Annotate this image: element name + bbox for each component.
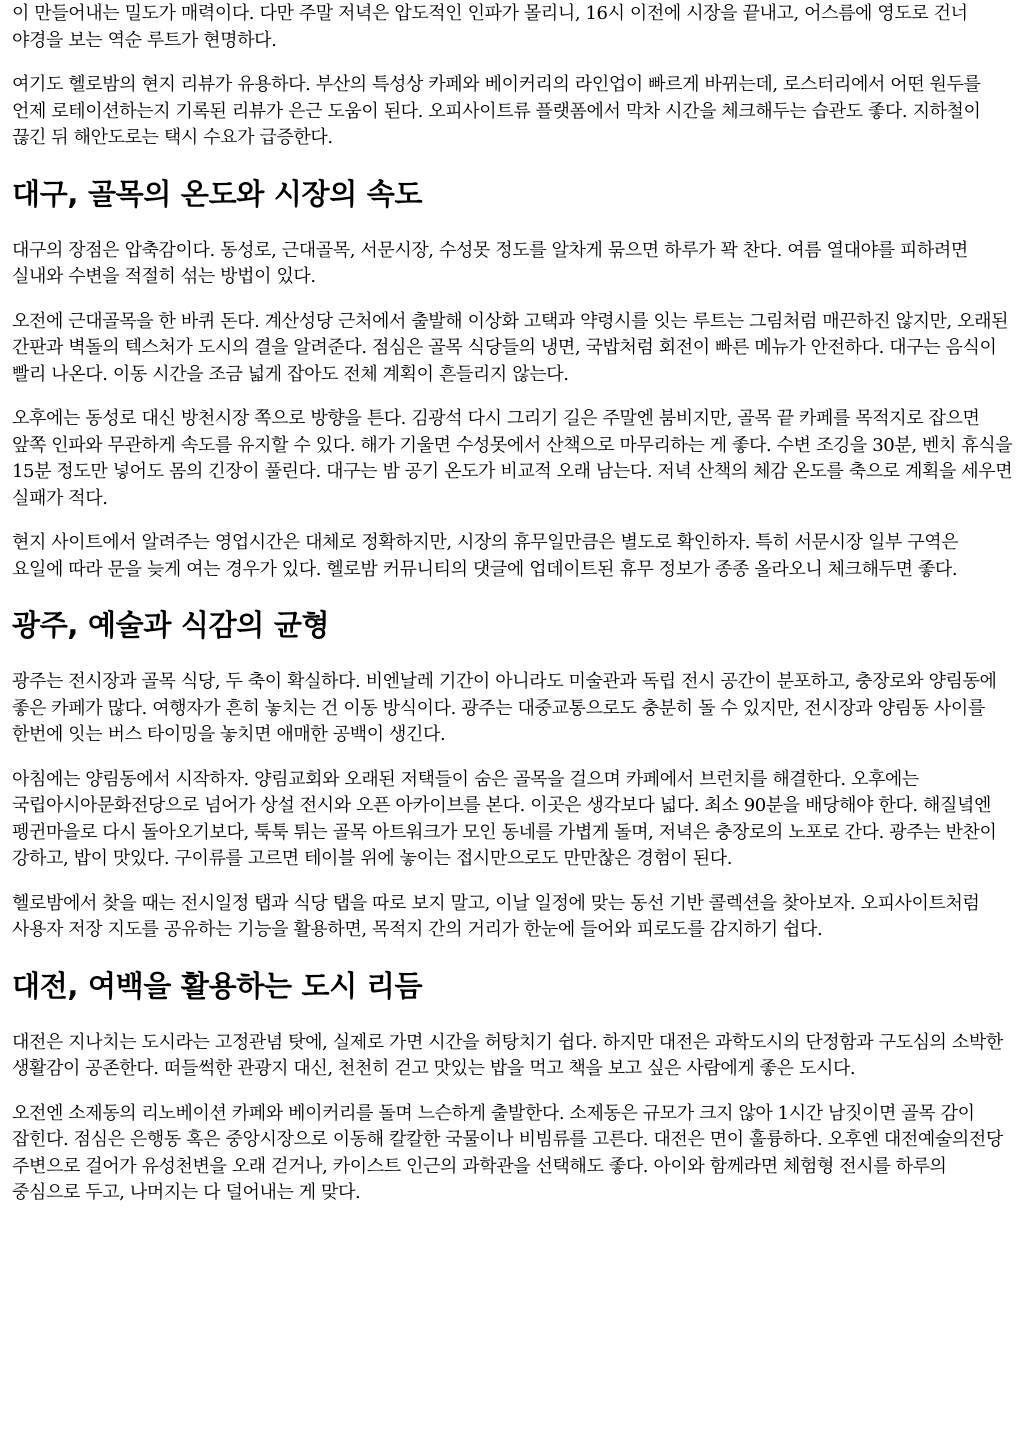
body-paragraph: 대전은 지나치는 도시라는 고정관념 탓에, 실제로 가면 시간을 허탕치기 쉽다. 하지만 대전은 과학도시의 단정함과 구도심의 소박한 생활감이 공존한다. 떠들썩한 관광지 대신, 천천히 걷고 맛있는 밥을 먹고 책을 보고 싶은 사람에게 좋은 도시다. [12, 1031, 1003, 1079]
body-paragraph: 오전엔 소제동의 리노베이션 카페와 베이커리를 돌며 느슨하게 출발한다. 소제동은 규모가 크지 않아 1시간 남짓이면 골목 감이 잡힌다. 점심은 은행동 혹은 중앙시장으로 이동해 칼칼한 국물이나 비빔류를 고른다. 대전은 면이 훌륭하다. 오후엔 대전예술의전당 주변으로 걸어가 유성천변을 오래 걷거나, 카이스트 인근의 과학관을 선택해도 좋다. 아이와 함께라면 체험형 전시를 하루의 중심으로 두고, 나머지는 다 덜어내는 게 맞다. [12, 1102, 1003, 1203]
body-paragraph: 이 만들어내는 밀도가 매력이다. 다만 주말 저녁은 압도적인 인파가 몰리니, 16시 이전에 시장을 끝내고, 어스름에 영도로 건너 야경을 보는 역순 루트가 현명하다. [12, 3, 968, 51]
daejeon-section [12, 968, 1013, 1207]
body-paragraph: 오전에 근대골목을 한 바퀴 돈다. 계산성당 근처에서 출발해 이상화 고택과 약령시를 잇는 루트는 그림처럼 매끈하진 않지만, 오래된 간판과 벽돌의 텍스처가 도시의 결을 알려준다. 점심은 골목 식당들의 냉면, 국밥처럼 회전이 빠른 메뉴가 안전하다. 대구는 음식이 빨리 나온다. 이동 시간을 조금 넓게 잡아도 전체 계획이 흔들리지 않는다. [12, 310, 1009, 385]
body-paragraph: 오후에는 동성로 대신 방천시장 쪽으로 방향을 튼다. 김광석 다시 그리기 길은 주말엔 붐비지만, 골목 끝 카페를 목적지로 잡으면 앞쪽 인파와 무관하게 속도를 유지할 수 있다. 해가 기울면 수성못에서 산책으로 마무리하는 게 좋다. 수변 조깅을 30분, 벤치 휴식을 15분 정도만 넣어도 몸의 긴장이 풀린다. 대구는 밤 공기 온도가 비교적 오래 남는다. 저녁 산책의 체감 온도를 축으로 계획을 세우면 실패가 적다. [12, 408, 1013, 509]
section-heading: 광주, 예술과 식감의 균형 [12, 608, 330, 642]
busan-section-continued [12, 1, 1013, 152]
body-paragraph: 헬로밤에서 찾을 때는 전시일정 탭과 식당 탭을 따로 보지 말고, 이날 일정에 맞는 동선 기반 콜렉션을 찾아보자. 오피사이트처럼 사용자 저장 지도를 공유하는 기능을 활용하면, 목적지 간의 거리가 한눈에 들어와 피로도를 감지하기 쉽다. [12, 892, 980, 940]
body-paragraph: 아침에는 양림동에서 시작하자. 양림교회와 오래된 저택들이 숨은 골목을 걸으며 카페에서 브런치를 해결한다. 오후에는 국립아시아문화전당으로 넘어가 상설 전시와 오픈 아카이브를 본다. 이곳은 생각보다 넓다. 최소 90분을 배당해야 한다. 해질녘엔 펭귄마을로 다시 돌아오기보다, 툭툭 튀는 골목 아트워크가 모인 동네를 가볍게 돌며, 저녁은 충장로의 노포로 간다. 광주는 반찬이 강하고, 밥이 맛있다. 구이류를 고르면 테이블 위에 놓이는 접시만으로도 만만찮은 경험이 된다. [12, 768, 997, 869]
body-paragraph: 광주는 전시장과 골목 식당, 두 축이 확실하다. 비엔날레 기간이 아니라도 미술관과 독립 전시 공간이 분포하고, 충장로와 양림동에 좋은 카페가 많다. 여행자가 흔히 놓치는 건 이동 방식이다. 광주는 대중교통으로도 충분히 돌 수 있지만, 전시장과 양림동 사이를 한번에 잇는 버스 타이밍을 놓치면 애매한 공백이 생긴다. [12, 671, 997, 745]
gwangju-section [12, 607, 1013, 944]
body-paragraph: 여기도 헬로밤의 현지 리뷰가 유용하다. 부산의 특성상 카페와 베이커리의 라인업이 빠르게 바뀌는데, 로스터리에서 어떤 원두를 언제 로테이션하는지 기록된 리뷰가 은근 도움이 된다. 오피사이트류 플랫폼에서 막차 시간을 체크해두는 습관도 좋다. 지하철이 끊긴 뒤 해안도로는 택시 수요가 급증한다. [12, 74, 981, 148]
section-heading: 대전, 여백을 활용하는 도시 리듬 [12, 968, 423, 1003]
daegu-section [12, 176, 1013, 584]
body-paragraph: 현지 사이트에서 알려주는 영업시간은 대체로 정확하지만, 시장의 휴무일만큼은 별도로 확인하자. 특히 서문시장 일부 구역은 요일에 따라 문을 늦게 여는 경우가 있다. 헬로밤 커뮤니티의 댓글에 업데이트된 휴무 정보가 종종 올라오니 체크해두면 좋다. [12, 532, 959, 580]
section-heading: 대구, 골목의 온도와 시장의 속도 [12, 176, 423, 211]
article-body [12, 1, 1013, 1207]
body-paragraph: 대구의 장점은 압축감이다. 동성로, 근대골목, 서문시장, 수성못 정도를 알차게 묶으면 하루가 꽉 찬다. 여름 열대야를 피하려면 실내와 수변을 적절히 섞는 방법이 있다. [12, 239, 968, 287]
